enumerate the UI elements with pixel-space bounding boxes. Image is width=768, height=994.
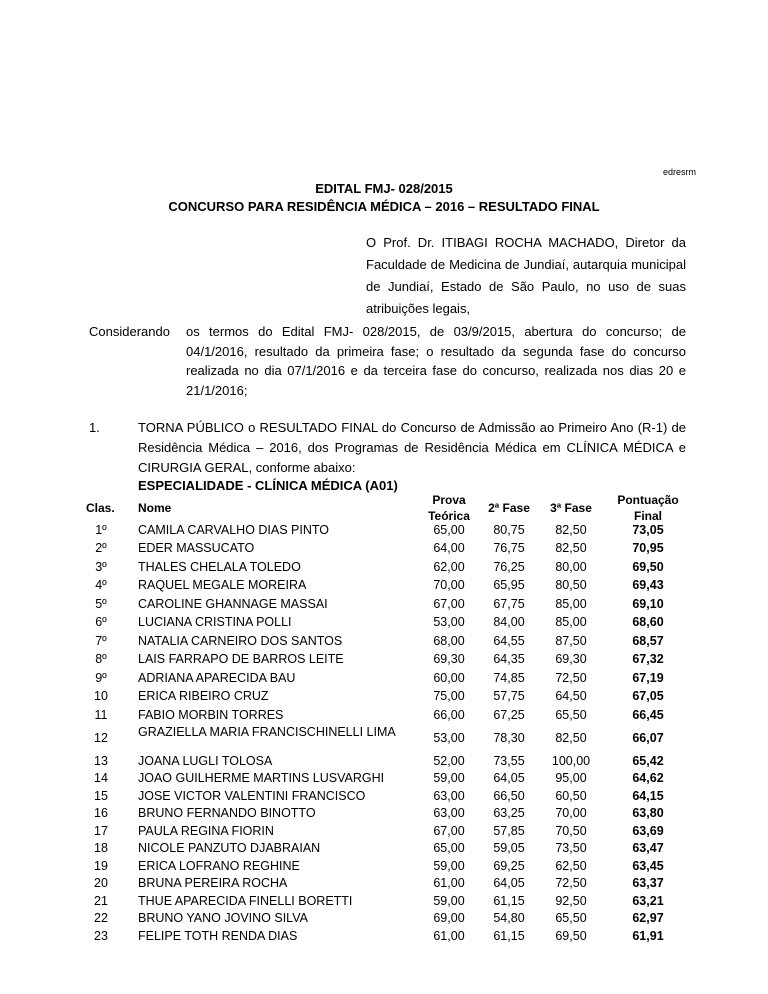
cell-prova: 69,00: [433, 911, 465, 926]
cell-fase3: 80,00: [555, 559, 587, 574]
table-row: [0, 669, 768, 688]
cell-pontuacao: 67,19: [632, 670, 664, 685]
cell-pontuacao: 61,91: [632, 928, 664, 943]
cell-pontuacao: 73,05: [632, 522, 664, 537]
cell-nome: LUCIANA CRISTINA POLLI: [138, 615, 292, 630]
cell-nome: NICOLE PANZUTO DJABRAIAN: [138, 841, 321, 856]
cell-clas: 12: [94, 731, 108, 745]
cell-prova: 69,30: [433, 652, 465, 667]
cell-fase2: 57,75: [493, 689, 525, 704]
cell-prova: 65,00: [433, 522, 465, 537]
cell-pontuacao: 66,45: [632, 707, 664, 722]
cell-nome: CAMILA CARVALHO DIAS PINTO: [138, 522, 330, 537]
table-row: [0, 875, 768, 893]
cell-prova: 70,00: [433, 578, 465, 593]
cell-nome: BRUNA PEREIRA ROCHA: [138, 876, 288, 891]
cell-nome: PAULA REGINA FIORIN: [138, 823, 274, 838]
table-row: [0, 595, 768, 614]
cell-fase3: 87,50: [555, 633, 587, 648]
cell-fase2: 84,00: [493, 615, 525, 630]
cell-prova: 68,00: [433, 633, 465, 648]
table-row: [0, 725, 768, 753]
cell-clas: 1º: [95, 522, 107, 537]
table-row: [0, 558, 768, 577]
cell-nome: ERICA LOFRANO REGHINE: [138, 858, 300, 873]
cell-clas: 14: [94, 771, 108, 786]
table-row: [0, 632, 768, 651]
cell-nome: FELIPE TOTH RENDA DIAS: [138, 928, 298, 943]
cell-pontuacao: 69,10: [632, 596, 664, 611]
cell-nome: GRAZIELLA MARIA FRANCISCHINELLI LIMA: [138, 724, 396, 739]
cell-clas: 18: [94, 841, 108, 856]
cell-fase3: 69,30: [555, 652, 587, 667]
cell-pontuacao: 68,60: [632, 615, 664, 630]
cell-fase3: 72,50: [555, 670, 587, 685]
table-row: [0, 910, 768, 928]
cell-clas: 15: [94, 788, 108, 803]
cell-prova: 61,00: [433, 876, 465, 891]
table-row: [0, 928, 768, 946]
cell-fase2: 61,15: [493, 893, 525, 908]
cell-fase3: 85,00: [555, 596, 587, 611]
considerando-paragraph: [89, 322, 686, 400]
header-pont-line2: Final: [633, 509, 662, 523]
item-paragraph: [89, 418, 686, 478]
cell-clas: 16: [94, 806, 108, 821]
cell-fase2: 64,55: [493, 633, 525, 648]
cell-fase3: 65,50: [555, 911, 587, 926]
table-row: [0, 823, 768, 841]
cell-fase2: 80,75: [493, 522, 525, 537]
cell-fase3: 82,50: [555, 731, 587, 745]
cell-fase2: 67,25: [493, 707, 525, 722]
cell-clas: 22: [94, 911, 108, 926]
specialty-heading: ESPECIALIDADE - CLÍNICA MÉDICA (A01): [138, 478, 398, 493]
cell-pontuacao: 63,21: [632, 893, 664, 908]
cell-prova: 59,00: [433, 858, 465, 873]
table-row: [0, 858, 768, 876]
cell-fase3: 82,50: [555, 522, 587, 537]
cell-nome: JOANA LUGLI TOLOSA: [138, 753, 273, 768]
header-fase2: 2ª Fase: [488, 501, 530, 515]
table-row: [0, 614, 768, 633]
cell-pontuacao: 63,45: [632, 858, 664, 873]
cell-clas: 23: [94, 928, 108, 943]
cell-clas: 20: [94, 876, 108, 891]
considerando-label: Considerando: [89, 324, 170, 339]
cell-nome: RAQUEL MEGALE MOREIRA: [138, 578, 307, 593]
cell-prova: 64,00: [433, 541, 465, 556]
item-text: TORNA PÚBLICO o RESULTADO FINAL do Concurso de Admissão ao Primeiro Ano (R-1) de Residência Médica – 2016, dos Programas de Residência Médica em CLÍNICA MÉDICA e CIRURGIA GERAL, conforme abaixo:: [138, 420, 686, 475]
cell-fase3: 85,00: [555, 615, 587, 630]
cell-pontuacao: 64,62: [632, 771, 664, 786]
cell-nome: EDER MASSUCATO: [138, 541, 255, 556]
document-reference: edresrm: [662, 167, 696, 177]
cell-fase2: 64,05: [493, 876, 525, 891]
table-row: [0, 706, 768, 725]
cell-pontuacao: 63,47: [632, 841, 664, 856]
cell-fase2: 64,05: [493, 771, 525, 786]
cell-pontuacao: 69,43: [632, 578, 664, 593]
cell-pontuacao: 62,97: [632, 911, 664, 926]
cell-clas: 3º: [95, 559, 107, 574]
cell-fase3: 72,50: [555, 876, 587, 891]
cell-prova: 59,00: [433, 893, 465, 908]
cell-clas: 17: [94, 823, 108, 838]
cell-pontuacao: 65,42: [632, 753, 664, 768]
cell-prova: 67,00: [433, 823, 465, 838]
cell-fase3: 64,50: [555, 689, 587, 704]
cell-pontuacao: 63,69: [632, 823, 664, 838]
results-table-body: [0, 521, 768, 945]
cell-prova: 61,00: [433, 928, 465, 943]
cell-clas: 7º: [95, 633, 107, 648]
cell-fase3: 65,50: [555, 707, 587, 722]
cell-nome: ADRIANA APARECIDA BAU: [138, 670, 296, 685]
cell-prova: 53,00: [433, 615, 465, 630]
cell-clas: 5º: [95, 596, 107, 611]
header-prova-line2: Teórica: [428, 509, 470, 523]
cell-nome: LAIS FARRAPO DE BARROS LEITE: [138, 652, 344, 667]
cell-nome: THALES CHELALA TOLEDO: [138, 559, 301, 574]
cell-nome: FABIO MORBIN TORRES: [138, 707, 284, 722]
cell-clas: 9º: [95, 670, 107, 685]
cell-prova: 63,00: [433, 806, 465, 821]
cell-fase2: 63,25: [493, 806, 525, 821]
cell-clas: 13: [94, 753, 108, 768]
cell-pontuacao: 64,15: [632, 788, 664, 803]
cell-fase2: 69,25: [493, 858, 525, 873]
cell-fase3: 82,50: [555, 541, 587, 556]
cell-pontuacao: 68,57: [632, 633, 664, 648]
cell-nome: NATALIA CARNEIRO DOS SANTOS: [138, 633, 343, 648]
header-pontuacao-final: [608, 492, 688, 524]
table-row: [0, 577, 768, 596]
cell-fase2: 67,75: [493, 596, 525, 611]
document-subtitle: CONCURSO PARA RESIDÊNCIA MÉDICA – 2016 – RESULTADO FINAL: [168, 199, 600, 214]
cell-nome: JOSE VICTOR VALENTINI FRANCISCO: [138, 788, 366, 803]
cell-fase3: 62,50: [555, 858, 587, 873]
cell-fase3: 70,00: [555, 806, 587, 821]
table-row: [0, 840, 768, 858]
cell-clas: 10: [94, 689, 108, 704]
cell-prova: 67,00: [433, 596, 465, 611]
cell-fase3: 69,50: [555, 928, 587, 943]
table-row: [0, 770, 768, 788]
cell-pontuacao: 66,07: [632, 731, 664, 745]
cell-clas: 21: [94, 893, 108, 908]
cell-pontuacao: 70,95: [632, 541, 664, 556]
cell-prova: 62,00: [433, 559, 465, 574]
cell-nome: CAROLINE GHANNAGE MASSAI: [138, 596, 328, 611]
cell-fase2: 74,85: [493, 670, 525, 685]
cell-fase3: 70,50: [555, 823, 587, 838]
cell-pontuacao: 63,80: [632, 806, 664, 821]
cell-fase2: 54,80: [493, 911, 525, 926]
cell-prova: 65,00: [433, 841, 465, 856]
cell-prova: 60,00: [433, 670, 465, 685]
table-row: [0, 805, 768, 823]
cell-nome: THUE APARECIDA FINELLI BORETTI: [138, 893, 353, 908]
results-table-header: [0, 492, 768, 524]
cell-fase2: 61,15: [493, 928, 525, 943]
item-number: 1.: [89, 420, 100, 435]
cell-clas: 8º: [95, 652, 107, 667]
cell-fase3: 92,50: [555, 893, 587, 908]
cell-fase2: 76,75: [493, 541, 525, 556]
considerando-text: os termos do Edital FMJ- 028/2015, de 03/9/2015, abertura do concurso; de 04/1/2016, resultado da primeira fase; o resultado da segunda fase do concurso realizada no dia 07/1/2016 e da terceira fase do concurso, realizada nos dias 20 e 21/1/2016;: [186, 324, 686, 398]
cell-clas: 19: [94, 858, 108, 873]
table-row: [0, 651, 768, 670]
cell-fase2: 59,05: [493, 841, 525, 856]
header-prova-line1: Prova: [432, 493, 466, 507]
cell-nome: BRUNO FERNANDO BINOTTO: [138, 806, 316, 821]
cell-fase3: 100,00: [551, 753, 591, 768]
cell-fase3: 73,50: [555, 841, 587, 856]
cell-clas: 11: [94, 707, 108, 722]
header-pont-line1: Pontuação: [617, 493, 679, 507]
cell-fase2: 66,50: [493, 788, 525, 803]
cell-nome: ERICA RIBEIRO CRUZ: [138, 689, 269, 704]
cell-prova: 75,00: [433, 689, 465, 704]
cell-prova: 66,00: [433, 707, 465, 722]
cell-nome: JOAO GUILHERME MARTINS LUSVARGHI: [138, 771, 385, 786]
cell-fase2: 76,25: [493, 559, 525, 574]
cell-prova: 59,00: [433, 771, 465, 786]
cell-pontuacao: 67,05: [632, 689, 664, 704]
cell-prova: 52,00: [433, 753, 465, 768]
cell-prova: 53,00: [433, 731, 465, 745]
table-row: [0, 540, 768, 559]
preamble-paragraph: O Prof. Dr. ITIBAGI ROCHA MACHADO, Diretor da Faculdade de Medicina de Jundiaí, autarquia municipal de Jundiaí, Estado de São Paulo, no uso de suas atribuições legais,: [366, 235, 686, 316]
cell-nome: BRUNO YANO JOVINO SILVA: [138, 911, 308, 926]
table-row: [0, 688, 768, 707]
cell-pontuacao: 63,37: [632, 876, 664, 891]
cell-fase3: 60,50: [555, 788, 587, 803]
cell-fase3: 80,50: [555, 578, 587, 593]
document-title: EDITAL FMJ- 028/2015: [315, 181, 453, 196]
cell-fase2: 64,35: [493, 652, 525, 667]
cell-fase3: 95,00: [555, 771, 587, 786]
cell-pontuacao: 67,32: [632, 652, 664, 667]
header-nome: Nome: [138, 501, 172, 515]
table-row: [0, 753, 768, 771]
cell-pontuacao: 69,50: [632, 559, 664, 574]
table-row: [0, 893, 768, 911]
cell-clas: 4º: [95, 578, 107, 593]
cell-fase2: 73,55: [493, 753, 525, 768]
header-fase3: 3ª Fase: [550, 501, 592, 515]
cell-clas: 6º: [95, 615, 107, 630]
header-clas: Clas.: [86, 501, 115, 515]
table-row: [0, 788, 768, 806]
cell-fase2: 78,30: [493, 731, 525, 745]
cell-prova: 63,00: [433, 788, 465, 803]
cell-fase2: 65,95: [493, 578, 525, 593]
cell-clas: 2º: [95, 541, 107, 556]
table-row: [0, 521, 768, 540]
cell-fase2: 57,85: [493, 823, 525, 838]
header-prova-teorica: [422, 492, 476, 524]
